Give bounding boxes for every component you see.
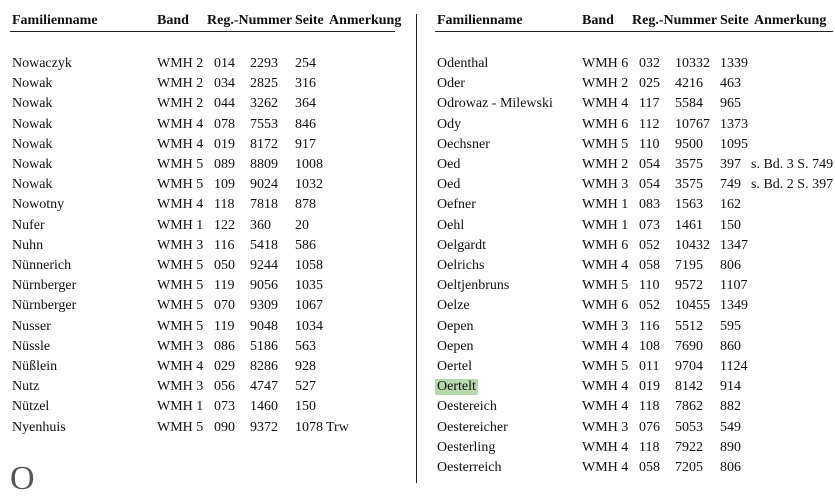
header-familienname: Familienname [437, 13, 523, 28]
reg-prefix-cell: 109 [214, 177, 235, 193]
reg-number-cell: 10332 [675, 56, 710, 71]
band-cell: WMH 2 [582, 157, 629, 172]
reg-prefix-cell: 052 [639, 298, 660, 314]
reg-number-cell: 9500 [675, 136, 703, 152]
band-cell: WMH 3 [582, 318, 629, 334]
familienname-cell: Nowotny [12, 197, 65, 213]
table-row [0, 197, 410, 217]
table-row [0, 278, 410, 298]
band-cell: WMH 3 [157, 379, 204, 395]
band-cell: WMH 4 [582, 258, 629, 273]
reg-prefix-cell: 118 [639, 399, 660, 415]
table-row [0, 298, 410, 318]
seite-cell: 1339 [720, 56, 748, 71]
familienname-cell: Oelze [437, 298, 470, 314]
seite-cell: 806 [720, 460, 741, 475]
reg-number-cell: 5186 [250, 338, 278, 354]
band-cell: WMH 4 [582, 399, 629, 415]
reg-prefix-cell: 090 [214, 419, 235, 435]
table-row [425, 238, 835, 258]
band-cell: WMH 5 [157, 298, 204, 314]
table-row [425, 96, 835, 116]
band-cell: WMH 3 [582, 177, 629, 193]
familienname-cell: Odenthal [437, 56, 489, 71]
band-cell: WMH 1 [157, 217, 204, 233]
reg-prefix-cell: 032 [639, 56, 660, 71]
familienname-cell: Odrowaz - Milewski [437, 96, 553, 112]
reg-prefix-cell: 110 [639, 136, 660, 152]
header-seite: Seite [295, 13, 324, 28]
reg-prefix-cell: 117 [639, 96, 660, 112]
band-cell: WMH 5 [157, 318, 204, 334]
seite-cell: 254 [295, 56, 316, 71]
band-cell: WMH 4 [157, 116, 204, 132]
familienname-cell: Oed [437, 157, 461, 172]
band-cell: WMH 1 [582, 217, 629, 233]
band-cell: WMH 3 [157, 237, 204, 253]
familienname-cell: Nusser [12, 318, 51, 334]
seite-cell: 316 [295, 76, 316, 92]
reg-prefix-cell: 050 [214, 258, 235, 273]
reg-prefix-cell: 108 [639, 338, 660, 354]
reg-prefix-cell: 119 [214, 318, 235, 334]
seite-cell: 882 [720, 399, 741, 415]
seite-cell: 917 [295, 136, 316, 152]
reg-prefix-cell: 118 [214, 197, 235, 213]
seite-cell: 878 [295, 197, 316, 213]
table-row [0, 76, 410, 96]
header-band: Band [582, 13, 614, 28]
reg-prefix-cell: 116 [214, 237, 235, 253]
reg-number-cell: 5584 [675, 96, 703, 112]
band-cell: WMH 2 [157, 56, 204, 71]
table-row [0, 379, 410, 399]
familienname-cell: Nüßlein [12, 359, 58, 374]
reg-number-cell: 8286 [250, 359, 278, 374]
familienname-cell: Nuhn [12, 237, 44, 253]
seite-cell: 914 [720, 379, 741, 395]
table-row [425, 359, 835, 379]
familienname-cell: Nüssle [12, 338, 51, 354]
table-row [425, 137, 835, 157]
band-cell: WMH 6 [582, 298, 629, 314]
familienname-cell: Nowak [12, 96, 53, 112]
anmerkung-cell: s. Bd. 3 S. 749 [751, 157, 834, 172]
reg-prefix-cell: 058 [639, 258, 660, 273]
reg-prefix-cell: 058 [639, 460, 660, 475]
section-letter: O [10, 460, 35, 497]
reg-prefix-cell: 054 [639, 177, 660, 193]
column-divider [416, 14, 417, 483]
reg-prefix-cell: 119 [214, 278, 235, 294]
familienname-cell: Oder [437, 76, 465, 92]
table-row [425, 440, 835, 460]
reg-number-cell: 8142 [675, 379, 703, 395]
reg-number-cell: 7862 [675, 399, 703, 415]
seite-cell: 749 [720, 177, 741, 193]
table-row [425, 157, 835, 177]
familienname-cell: Oepen [437, 338, 474, 354]
familienname-cell: Oehl [437, 217, 465, 233]
table-row [425, 339, 835, 359]
seite-cell: 1035 [295, 278, 323, 294]
reg-number-cell: 9309 [250, 298, 278, 314]
familienname-cell: Nützel [12, 399, 50, 415]
table-row [0, 339, 410, 359]
table-row [0, 218, 410, 238]
familienname-cell: Nyenhuis [12, 419, 66, 435]
reg-prefix-cell: 078 [214, 116, 235, 132]
table-row [425, 177, 835, 197]
reg-number-cell: 9372 [250, 419, 278, 435]
reg-number-cell: 9704 [675, 359, 703, 374]
table-row [425, 258, 835, 278]
reg-number-cell: 5512 [675, 318, 703, 334]
band-cell: WMH 5 [582, 359, 629, 374]
familienname-cell: Nowak [12, 177, 53, 193]
familienname-cell: Nürnberger [12, 298, 77, 314]
reg-prefix-cell: 070 [214, 298, 235, 314]
seite-cell: 549 [720, 419, 741, 435]
seite-cell: 1067 [295, 298, 323, 314]
reg-prefix-cell: 056 [214, 379, 235, 395]
band-cell: WMH 4 [582, 338, 629, 354]
reg-number-cell: 7818 [250, 197, 278, 213]
familienname-cell: Nutz [12, 379, 40, 395]
band-cell: WMH 4 [582, 439, 629, 455]
band-cell: WMH 4 [157, 136, 204, 152]
seite-cell: 586 [295, 237, 316, 253]
seite-cell: 965 [720, 96, 741, 112]
familienname-cell: Nowak [12, 136, 53, 152]
seite-cell: 150 [720, 217, 741, 233]
seite-cell: 162 [720, 197, 741, 213]
reg-prefix-cell: 116 [639, 318, 660, 334]
reg-prefix-cell: 112 [639, 116, 660, 132]
reg-prefix-cell: 073 [214, 399, 235, 415]
reg-number-cell: 360 [250, 217, 271, 233]
familienname-cell: Nowak [12, 157, 53, 172]
band-cell: WMH 4 [582, 379, 629, 395]
table-row [0, 238, 410, 258]
seite-cell: 1078 [295, 419, 323, 435]
reg-number-cell: 1461 [675, 217, 703, 233]
familienname-cell: Nünnerich [12, 258, 72, 273]
table-row [425, 298, 835, 318]
reg-number-cell: 9048 [250, 318, 278, 334]
table-row [425, 218, 835, 238]
band-cell: WMH 5 [157, 419, 204, 435]
reg-number-cell: 2825 [250, 76, 278, 92]
reg-prefix-cell: 089 [214, 157, 235, 172]
right-column [425, 0, 835, 483]
familienname-cell: Oesterreich [437, 460, 502, 475]
seite-cell: 1058 [295, 258, 323, 273]
band-cell: WMH 4 [157, 197, 204, 213]
familienname-cell: Oestereich [437, 399, 497, 415]
header-anmerkung: Anmerkung [754, 13, 827, 28]
seite-cell: 1124 [720, 359, 748, 374]
table-row [0, 56, 410, 76]
band-cell: WMH 4 [582, 460, 629, 475]
table-row [425, 319, 835, 339]
table-row [0, 420, 410, 440]
reg-number-cell: 8172 [250, 136, 278, 152]
band-cell: WMH 2 [582, 76, 629, 92]
familienname-cell: Oertel [437, 359, 472, 374]
seite-cell: 1032 [295, 177, 323, 193]
familienname-cell: Nowak [12, 76, 53, 92]
reg-number-cell: 9572 [675, 278, 703, 294]
table-row [0, 258, 410, 278]
familienname-cell: Oed [437, 177, 461, 193]
table-row [425, 278, 835, 298]
familienname-cell: Oesterling [437, 439, 496, 455]
band-cell: WMH 4 [157, 359, 204, 374]
band-cell: WMH 5 [582, 278, 629, 294]
reg-number-cell: 7195 [675, 258, 703, 273]
reg-prefix-cell: 076 [639, 419, 660, 435]
table-row [0, 137, 410, 157]
reg-prefix-cell: 122 [214, 217, 235, 233]
reg-number-cell: 3262 [250, 96, 278, 112]
seite-cell: 463 [720, 76, 741, 92]
reg-number-cell: 10455 [675, 298, 710, 314]
seite-cell: 364 [295, 96, 316, 112]
header-rule [435, 31, 833, 32]
seite-cell: 1034 [295, 318, 323, 334]
header-anmerkung: Anmerkung [329, 13, 402, 28]
seite-cell: 563 [295, 338, 316, 354]
table-row [0, 359, 410, 379]
reg-number-cell: 1563 [675, 197, 703, 213]
familienname-cell: Oelrichs [437, 258, 485, 273]
band-cell: WMH 2 [157, 96, 204, 112]
table-row [425, 460, 835, 480]
reg-number-cell: 10432 [675, 237, 710, 253]
familienname-cell: Nufer [12, 217, 45, 233]
band-cell: WMH 1 [157, 399, 204, 415]
reg-prefix-cell: 034 [214, 76, 235, 92]
seite-cell: 846 [295, 116, 316, 132]
familienname-cell: Nowaczyk [12, 56, 72, 71]
seite-cell: 890 [720, 439, 741, 455]
seite-cell: 806 [720, 258, 741, 273]
reg-number-cell: 7205 [675, 460, 703, 475]
reg-prefix-cell: 019 [639, 379, 660, 395]
familienname-cell: Oertelt [437, 379, 476, 395]
header-familienname: Familienname [12, 13, 98, 28]
familienname-cell: Nürnberger [12, 278, 77, 294]
reg-prefix-cell: 044 [214, 96, 235, 112]
header-seite: Seite [720, 13, 749, 28]
band-cell: WMH 6 [582, 56, 629, 71]
reg-number-cell: 1460 [250, 399, 278, 415]
reg-prefix-cell: 083 [639, 197, 660, 213]
band-cell: WMH 1 [582, 197, 629, 213]
table-row [0, 177, 410, 197]
reg-number-cell: 7553 [250, 116, 278, 132]
band-cell: WMH 6 [582, 116, 629, 132]
table-row [425, 379, 835, 399]
reg-number-cell: 10767 [675, 116, 710, 132]
seite-cell: 1095 [720, 136, 748, 152]
anmerkung-cell: Trw [326, 419, 349, 435]
table-row [0, 117, 410, 137]
band-cell: WMH 4 [582, 96, 629, 112]
seite-cell: 150 [295, 399, 316, 415]
reg-number-cell: 7922 [675, 439, 703, 455]
reg-number-cell: 9024 [250, 177, 278, 193]
seite-cell: 1008 [295, 157, 323, 172]
reg-number-cell: 7690 [675, 338, 703, 354]
reg-prefix-cell: 110 [639, 278, 660, 294]
reg-prefix-cell: 052 [639, 237, 660, 253]
seite-cell: 860 [720, 338, 741, 354]
reg-prefix-cell: 011 [639, 359, 660, 374]
table-row [425, 197, 835, 217]
band-cell: WMH 5 [157, 258, 204, 273]
table-row [425, 56, 835, 76]
seite-cell: 397 [720, 157, 741, 172]
table-row [425, 420, 835, 440]
familienname-cell: Nowak [12, 116, 53, 132]
reg-number-cell: 5053 [675, 419, 703, 435]
table-row [0, 96, 410, 116]
familienname-cell: Oelgardt [437, 237, 486, 253]
reg-prefix-cell: 019 [214, 136, 235, 152]
band-cell: WMH 5 [582, 136, 629, 152]
header-band: Band [157, 13, 189, 28]
familienname-cell: Oeltjenbruns [437, 278, 510, 294]
table-row [0, 157, 410, 177]
reg-number-cell: 5418 [250, 237, 278, 253]
band-cell: WMH 3 [582, 419, 629, 435]
reg-prefix-cell: 054 [639, 157, 660, 172]
table-row [425, 76, 835, 96]
band-cell: WMH 5 [157, 177, 204, 193]
header-rule [10, 31, 395, 32]
table-row [0, 399, 410, 419]
table-row [425, 117, 835, 137]
familienname-cell: Oestereicher [437, 419, 508, 435]
header-reg-nummer: Reg.-Nummer [207, 13, 293, 28]
seite-cell: 527 [295, 379, 316, 395]
table-row [0, 319, 410, 339]
band-cell: WMH 3 [157, 338, 204, 354]
reg-number-cell: 4216 [675, 76, 703, 92]
reg-prefix-cell: 073 [639, 217, 660, 233]
band-cell: WMH 5 [157, 278, 204, 294]
reg-number-cell: 9056 [250, 278, 278, 294]
familienname-cell: Ody [437, 116, 462, 132]
reg-prefix-cell: 014 [214, 56, 235, 71]
band-cell: WMH 6 [582, 237, 629, 253]
seite-cell: 1373 [720, 116, 748, 132]
seite-cell: 20 [295, 217, 309, 233]
band-cell: WMH 5 [157, 157, 204, 172]
reg-number-cell: 4747 [250, 379, 278, 395]
seite-cell: 928 [295, 359, 316, 374]
seite-cell: 1349 [720, 298, 748, 314]
band-cell: WMH 2 [157, 76, 204, 92]
familienname-cell: Oepen [437, 318, 474, 334]
reg-number-cell: 8809 [250, 157, 278, 172]
reg-prefix-cell: 025 [639, 76, 660, 92]
seite-cell: 1107 [720, 278, 748, 294]
reg-number-cell: 3575 [675, 177, 703, 193]
reg-number-cell: 2293 [250, 56, 278, 71]
header-reg-nummer: Reg.-Nummer [632, 13, 718, 28]
reg-number-cell: 3575 [675, 157, 703, 172]
reg-prefix-cell: 086 [214, 338, 235, 354]
seite-cell: 595 [720, 318, 741, 334]
familienname-cell: Oechsner [437, 136, 490, 152]
reg-prefix-cell: 118 [639, 439, 660, 455]
seite-cell: 1347 [720, 237, 748, 253]
familienname-cell: Oefner [437, 197, 476, 213]
anmerkung-cell: s. Bd. 2 S. 397 [751, 177, 834, 193]
reg-prefix-cell: 029 [214, 359, 235, 374]
reg-number-cell: 9244 [250, 258, 278, 273]
table-row [425, 399, 835, 419]
left-column [0, 0, 410, 497]
